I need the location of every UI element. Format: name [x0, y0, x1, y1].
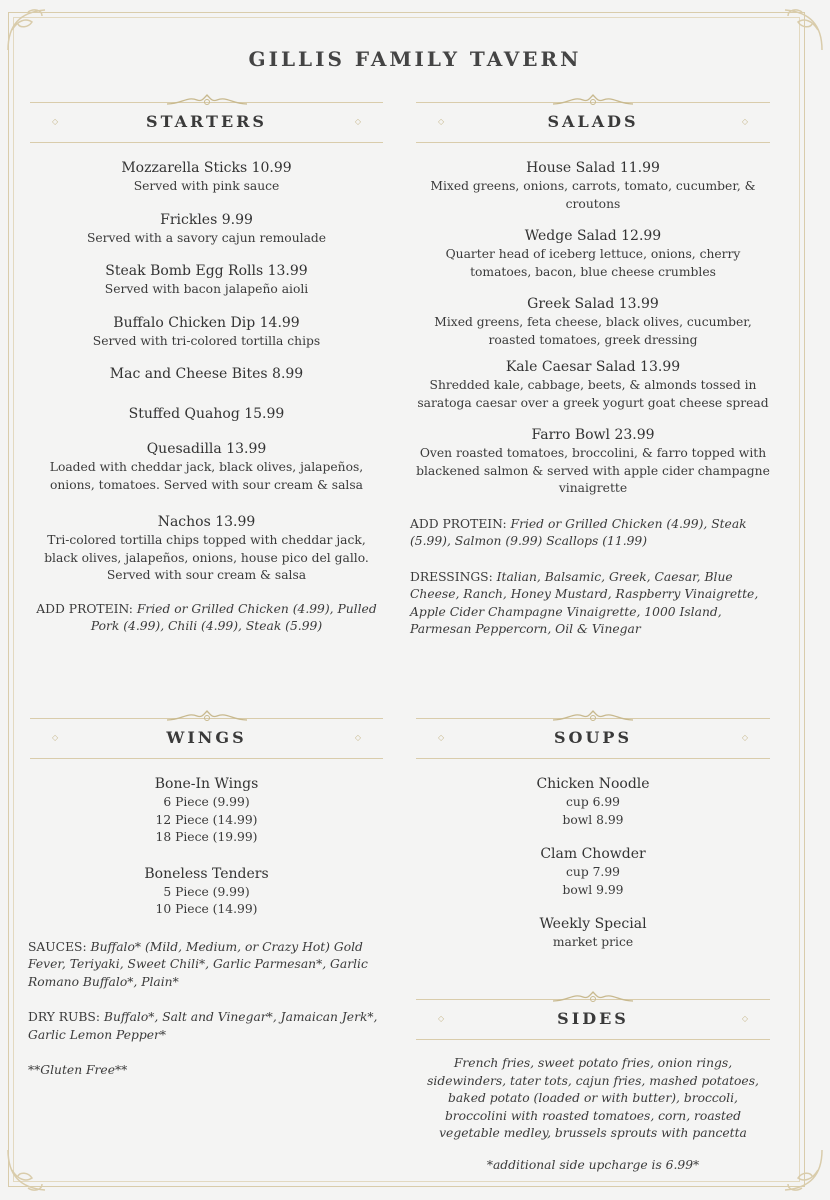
diamond-icon: ◇: [52, 733, 59, 742]
item-line: market price: [552, 935, 634, 949]
item-desc: Loaded with cheddar jack, black olives, jalapeños, onions, tomatoes. Served with sour cream & salsa: [49, 460, 364, 492]
menu-item: [416, 775, 770, 829]
menu-item: [30, 159, 383, 196]
item-name: Steak Bomb Egg Rolls 13.99: [105, 263, 308, 279]
item-name: Greek Salad 13.99: [527, 296, 659, 312]
menu-item: [416, 227, 770, 281]
item-name: Weekly Special: [539, 916, 647, 932]
item-name: Nachos 13.99: [157, 514, 256, 530]
dressings-note: [410, 569, 770, 639]
item-line: bowl 9.99: [562, 882, 624, 897]
item-desc: Shredded kale, cabbage, beets, & almonds tossed in saratoga caesar over a greek yogurt goat cheese spread: [417, 378, 769, 410]
item-desc: Served with pink sauce: [133, 179, 280, 193]
menu-item: [416, 426, 770, 498]
item-desc: Tri-colored tortilla chips topped with cheddar jack, black olives, jalapeños, onions, house pico del gallo. Served with sour cream & salsa: [44, 533, 369, 582]
note-label: SAUCES:: [28, 939, 87, 954]
corner-flourish-icon: [0, 1140, 60, 1200]
wings-section: [30, 706, 383, 1080]
add-protein-note: [30, 601, 383, 636]
note-label: ADD PROTEIN:: [36, 601, 133, 616]
corner-flourish-icon: [770, 1140, 830, 1200]
menu-item: [30, 211, 383, 248]
menu-item: [30, 405, 383, 424]
section-title: SALADS: [547, 112, 639, 131]
note-text: *additional side upcharge is 6.99*: [486, 1157, 700, 1172]
diamond-icon: ◇: [741, 733, 748, 742]
ornament-icon: [548, 90, 638, 110]
item-line: cup 7.99: [566, 865, 620, 879]
item-name: Kale Caesar Salad 13.99: [505, 359, 681, 375]
note-text: **Gluten Free**: [28, 1063, 128, 1077]
restaurant-title: GILLIS FAMILY TAVERN: [248, 47, 582, 71]
menu-item: [416, 845, 770, 899]
note-label: ADD PROTEIN:: [410, 516, 507, 531]
item-line: 12 Piece (14.99): [155, 812, 258, 827]
menu-item: [30, 365, 383, 384]
item-name: Chicken Noodle: [536, 776, 650, 792]
diamond-icon: ◇: [438, 1014, 445, 1023]
sides-list: [416, 1055, 770, 1143]
note-text: Buffalo* (Mild, Medium, or Crazy Hot) Gold Fever, Teriyaki, Sweet Chili*, Garlic Parmesan*, Garlic Romano Buffalo*, Plain*: [28, 939, 368, 989]
item-name: Boneless Tenders: [144, 865, 269, 882]
gluten-free-note: [28, 1062, 383, 1080]
item-desc: Served with bacon jalapeño aioli: [104, 282, 309, 296]
item-desc: Quarter head of iceberg lettuce, onions, cherry tomatoes, bacon, blue cheese crumbles: [445, 247, 741, 279]
item-desc: Served with tri-colored tortilla chips: [92, 333, 321, 348]
item-line: bowl 8.99: [562, 812, 624, 827]
note-label: DRY RUBS:: [28, 1010, 100, 1024]
item-desc: Oven roasted tomatoes, broccolini, & farro topped with blackened salmon & served with apple cider champagne vinaigrette: [416, 446, 770, 495]
section-header: [416, 987, 770, 1045]
dry-rubs-note: [28, 1009, 383, 1044]
item-line: cup 6.99: [566, 795, 620, 809]
item-line: 18 Piece (19.99): [155, 830, 258, 844]
note-text: Fried or Grilled Chicken (4.99), Steak (5.99), Salmon (9.99) Scallops (11.99): [410, 516, 747, 548]
item-name: Bone-In Wings: [154, 776, 259, 792]
item-name: Stuffed Quahog 15.99: [128, 406, 285, 422]
ornament-icon: [162, 90, 252, 110]
menu-item: [30, 440, 383, 494]
item-line: 10 Piece (14.99): [155, 902, 258, 916]
section-header: [416, 706, 770, 764]
ornament-icon: [548, 987, 638, 1007]
item-name: Mac and Cheese Bites 8.99: [109, 366, 304, 382]
item-desc: Mixed greens, onions, carrots, tomato, cucumber, & croutons: [430, 179, 756, 211]
ornament-icon: [548, 706, 638, 726]
item-line: 5 Piece (9.99): [163, 884, 250, 899]
section-header: [30, 706, 383, 764]
diamond-icon: ◇: [52, 117, 59, 126]
diamond-icon: ◇: [438, 117, 445, 126]
add-protein-note: [410, 516, 770, 551]
menu-item: [30, 314, 383, 351]
item-name: Wedge Salad 12.99: [524, 228, 662, 244]
sauces-note: [28, 939, 383, 992]
diamond-icon: ◇: [438, 733, 445, 742]
note-text: Buffalo*, Salt and Vinegar*, Jamaican Jerk*, Garlic Lemon Pepper*: [28, 1010, 378, 1042]
item-name: Buffalo Chicken Dip 14.99: [113, 314, 300, 331]
note-text: Fried or Grilled Chicken (4.99), Pulled Pork (4.99), Chili (4.99), Steak (5.99): [90, 601, 377, 633]
upcharge-note: [416, 1157, 770, 1175]
item-name: Quesadilla 13.99: [146, 441, 267, 457]
section-header: [30, 90, 383, 148]
item-name: Clam Chowder: [540, 846, 646, 862]
menu-item: [416, 159, 770, 213]
note-text: French fries, sweet potato fries, onion rings, sidewinders, tater tots, cajun fries, mashed potatoes, baked potato (loaded or with butter), broccoli, broccolini with roasted tomatoes, corn, roasted vegetable medley, brussels sprouts with pancetta: [427, 1056, 759, 1140]
menu-item: [416, 295, 770, 349]
diamond-icon: ◇: [354, 733, 361, 742]
diamond-icon: ◇: [741, 1014, 748, 1023]
diamond-icon: ◇: [354, 117, 361, 126]
menu-item: [30, 775, 383, 847]
section-title: STARTERS: [146, 112, 267, 131]
menu-item: [30, 513, 383, 585]
menu-item: [416, 358, 770, 412]
sides-section: [416, 987, 770, 1174]
item-desc: Served with a savory cajun remoulade: [86, 230, 327, 245]
note-label: DRESSINGS:: [410, 569, 493, 584]
note-text: Italian, Balsamic, Greek, Caesar, Blue Cheese, Ranch, Honey Mustard, Raspberry Vinaigrette, Apple Cider Champagne Vinaigrette, 1000 Island, Parmesan Peppercorn, Oil & Vinegar: [410, 569, 759, 636]
item-name: Frickles 9.99: [160, 211, 253, 228]
menu-item: [30, 865, 383, 919]
section-title: SOUPS: [553, 728, 633, 747]
menu-item: [30, 262, 383, 299]
section-header: [416, 90, 770, 148]
diamond-icon: ◇: [741, 117, 748, 126]
salads-section: [410, 90, 770, 639]
item-line: 6 Piece (9.99): [163, 795, 250, 809]
soups-section: [416, 706, 770, 952]
section-title: WINGS: [166, 728, 247, 747]
item-name: House Salad 11.99: [526, 160, 660, 176]
ornament-icon: [162, 706, 252, 726]
starters-section: [30, 90, 383, 636]
menu-item: [416, 915, 770, 952]
item-desc: Mixed greens, feta cheese, black olives, cucumber, roasted tomatoes, greek dressing: [434, 315, 752, 347]
item-name: Mozzarella Sticks 10.99: [121, 160, 292, 176]
item-name: Farro Bowl 23.99: [531, 427, 655, 443]
section-title: SIDES: [557, 1009, 629, 1028]
